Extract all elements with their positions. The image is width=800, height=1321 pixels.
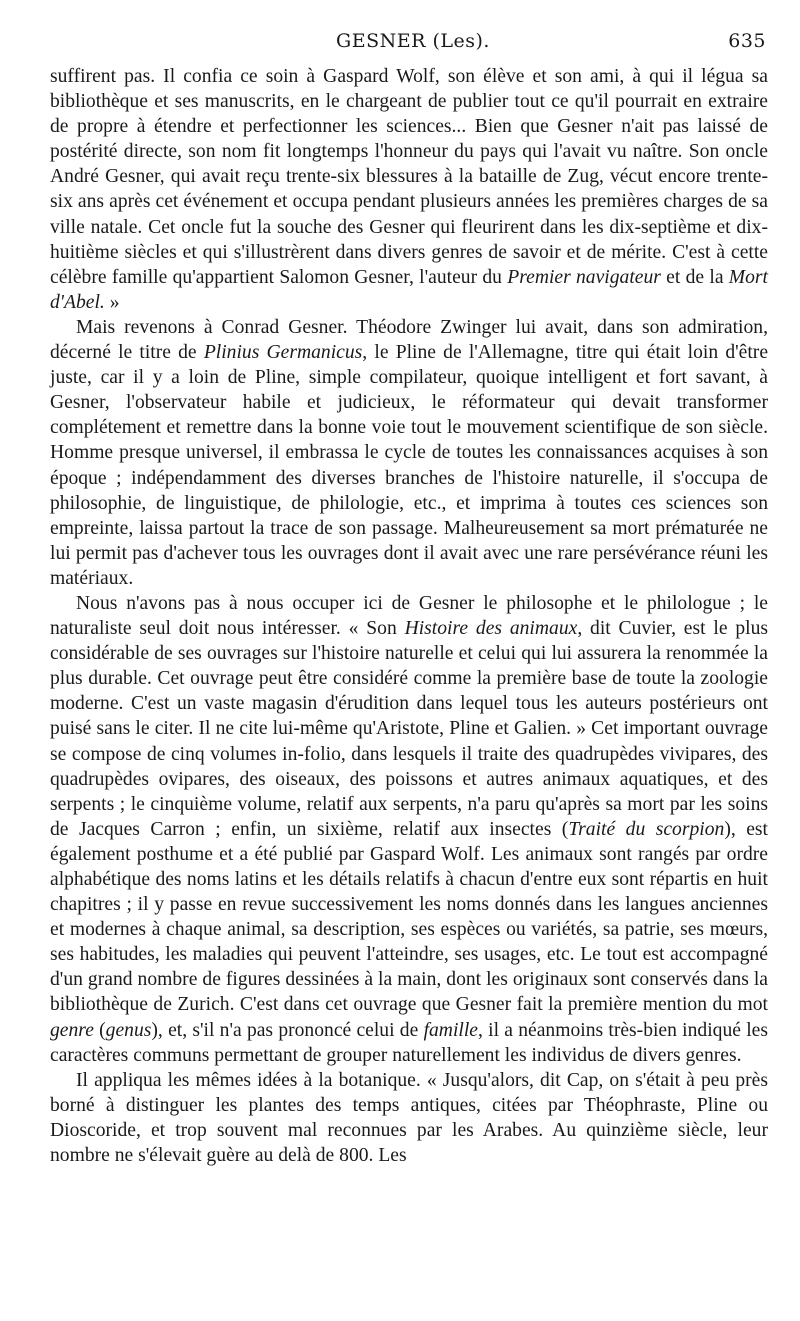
body-text (50, 64, 768, 1168)
italic-text: genre (50, 1019, 94, 1041)
text-segment: » (104, 291, 120, 313)
italic-text: Traité du scorpion (568, 818, 725, 840)
running-title: GESNER (Les). (336, 30, 490, 52)
paragraph (50, 64, 768, 315)
italic-text: famille (423, 1019, 478, 1041)
text-segment: ), est également posthume et a été publié par Gaspard Wolf. Les animaux sont rangés par ordre alphabétique des noms latins et les détails relatifs à chacun d'entre eux sont répartis en huit chapitres ; il y passe en revue successivement les noms donnés dans les langues anciennes et modernes à chaque animal, sa description, ses espèces ou variétés, sa patrie, ses mœurs, ses habitudes, les maladies qui peuvent l'atteindre, ses usages, etc. Le tout est accompagné d'un grand nombre de figures dessinées à la main, dont les originaux sont conservés dans la bibliothèque de Zurich. C'est dans cet ouvrage que Gesner fait la première mention du mot (50, 818, 768, 1016)
text-segment: , dit Cuvier, est le plus considérable de ses ouvrages sur l'histoire naturelle et celui qui lui assurera la renommée la plus durable. Cet ouvrage peut être considéré comme la première base de toute la zoologie moderne. C'est un vaste magasin d'érudition dans lequel tous les auteurs postérieurs ont puisé sans le citer. Il ne cite lui-même qu'Aristote, Pline et Galien. » Cet important ouvrage se compose de cinq volumes in-folio, dans lesquels il traite des quadrupèdes vivipares, des quadrupèdes ovipares, des oiseaux, des poissons et autres animaux aquatiques, et des serpents ; le cinquième volume, relatif aux serpents, n'a paru qu'après sa mort par les soins de Jacques Carron ; enfin, un sixième, relatif aux insectes ( (50, 618, 768, 840)
italic-text: Mort d'Abel. (50, 266, 768, 313)
text-segment: ( (93, 1019, 106, 1041)
text-segment: Mais revenons à Conrad Gesner. Théodore Zwinger lui avait, dans son admiration, décerné le titre de (50, 316, 768, 364)
paragraph (50, 591, 768, 1068)
text-segment: et de la (660, 266, 729, 288)
text-segment: , il a néanmoins très-bien indiqué les caractères communs permettant de grouper naturellement les individus de divers genres. (50, 1019, 768, 1066)
italic-text: Premier navigateur (507, 266, 661, 288)
italic-text: genus (105, 1019, 152, 1041)
paragraph (50, 315, 768, 591)
text-segment: Nous n'avons pas à nous occuper ici de Gesner le philosophe et le philologue ; le naturaliste seul doit nous intéresser. « Son (50, 592, 768, 640)
page-number: 635 (728, 30, 766, 52)
text-segment: ), et, s'il n'a pas prononcé celui de (151, 1019, 424, 1041)
running-header (60, 30, 766, 58)
text-segment: Il appliqua les mêmes idées à la botanique. « Jusqu'alors, dit Cap, on s'était à peu près borné à distinguer les plantes des temps antiques, citées par Théophraste, Pline ou Dioscoride, et trop souvent mal reconnues par les Arabes. Au quinzième siècle, leur nombre ne s'élevait guère au delà de 800. Les (50, 1069, 768, 1167)
italic-text: Plinius Germanicus (203, 342, 363, 364)
paragraph (50, 1068, 768, 1168)
text-segment: suffirent pas. Il confia ce soin à Gaspard Wolf, son élève et son ami, à qui il légua sa bibliothèque et ses manuscrits, en le chargeant de publier tout ce qu'il pourrait en extraire de propre à étendre et perfectionner les sciences... Bien que Gesner n'ait pas laissé de postérité directe, son nom fit longtemps l'honneur du pays qui l'avait vu naître. Son oncle André Gesner, qui avait reçu trente-six blessures à la bataille de Zug, vécut encore trente-six ans après cet événement et occupa pendant plusieurs années les premières charges de sa ville natale. Cet oncle fut la souche des Gesner qui fleurirent dans les dix-septième et dix-huitième siècles et qui s'illustrèrent dans divers genres de savoir et de mérite. C'est à cette célèbre famille qu'appartient Salomon Gesner, l'auteur du (50, 66, 768, 288)
text-segment: , le Pline de l'Allemagne, titre qui était loin d'être juste, car il y a loin de Pline, simple compilateur, quoique intelligent et fort savant, à Gesner, l'observateur habile et judicieux, le réformateur qui devait transformer complétement et remettre dans la bonne voie tout le mouvement scientifique de son siècle. Homme presque universel, il embrassa le cycle de toutes les connaissances acquises à son époque ; indépendamment des diverses branches de l'histoire naturelle, il s'occupa de philosophie, de linguistique, de philologie, etc., et imprima à toutes ces sciences son empreinte, laissa partout la trace de son passage. Malheureusement sa mort prématurée ne lui permit pas d'achever tous les ouvrages dont il avait avec une rare persévérance réuni les matériaux. (50, 342, 769, 589)
italic-text: Histoire des animaux (404, 618, 578, 640)
